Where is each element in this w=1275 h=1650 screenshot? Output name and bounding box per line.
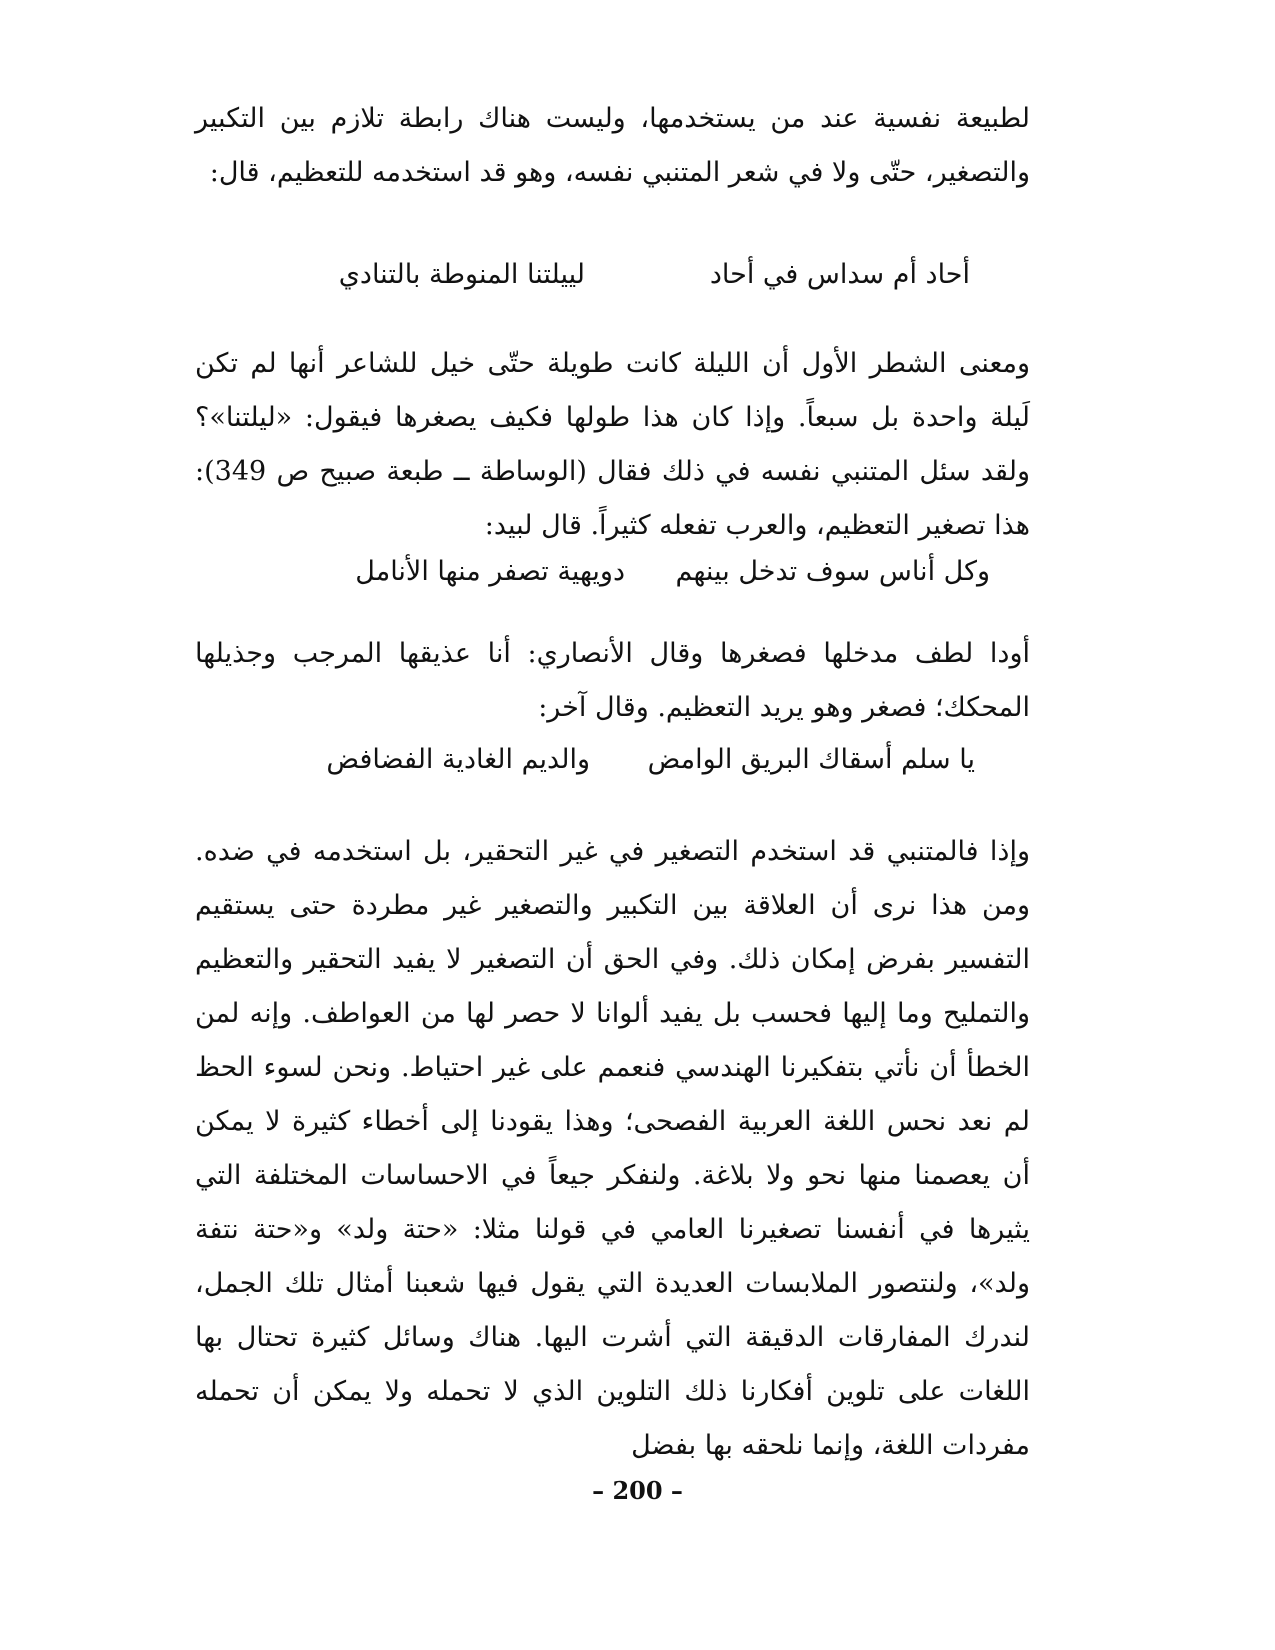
paragraph-3-text: أودا لطف مدخلها فصغرها وقال الأنصاري: أنا عذيقها المرجب وجذيلها المحكك؛ فصغر وهو يريد التعظيم. وقال آخر:	[195, 638, 1030, 723]
paragraph-1-text: لطبيعة نفسية عند من يستخدمها، وليست هناك رابطة تلازم بين التكبير والتصغير، حتّى ولا في شعر المتنبي نفسه، وهو قد استخدمه للتعظيم، قال:	[195, 103, 1030, 188]
verse-3-second-hemistich: والديم الغادية الفضافض	[326, 744, 590, 775]
verse-2-first-hemistich: وكل أناس سوف تدخل بينهم	[675, 556, 990, 587]
verse-3-first-hemistich: يا سلم أسقاك البريق الوامض	[647, 744, 975, 775]
paragraph-4	[195, 825, 1030, 1473]
paragraph-1	[195, 92, 1030, 200]
paragraph-2-text: ومعنى الشطر الأول أن الليلة كانت طويلة حتّى خيل للشاعر أنها لم تكن لَيلة واحدة بل سبعاً. وإذا كان هذا طولها فكيف يصغرها فيقول: «ليلتنا»؟ ولقد سئل المتنبي نفسه في ذلك فقال (الوساطة ــ طبعة صبيح ص 349): هذا تصغير التعظيم، والعرب تفعله كثيراً. قال لبيد:	[195, 348, 1030, 541]
paragraph-4-text: وإذا فالمتنبي قد استخدم التصغير في غير التحقير، بل استخدمه في ضده. ومن هذا نرى أن العلاقة بين التكبير والتصغير غير مطردة حتى يستقيم التفسير بفرض إمكان ذلك. وفي الحق أن التصغير لا يفيد التحقير والتعظيم والتمليح وما إليها فحسب بل يفيد ألوانا لا حصر لها من العواطف. وإنه لمن الخطأ أن نأتي بتفكيرنا الهندسي فنعمم على غير احتياط. ونحن لسوء الحظ لم نعد نحس اللغة العربية الفصحى؛ وهذا يقودنا إلى أخطاء كثيرة لا يمكن أن يعصمنا منها نحو ولا بلاغة. ولنفكر جيعاً في الاحساسات المختلفة التي يثيرها في أنفسنا تصغيرنا العامي في قولنا مثلا: «حتة ولد» و«حتة نتفة ولد»، ولنتصور الملابسات العديدة التي يقول فيها شعبنا أمثال تلك الجمل، لندرك المفارقات الدقيقة التي أشرت اليها. هناك وسائل كثيرة تحتال بها اللغات على تلوين أفكارنا ذلك التلوين الذي لا تحمله ولا يمكن أن تحمله مفردات اللغة، وإنما نلحقه بها بفضل	[195, 836, 1030, 1461]
verse-2	[0, 552, 1275, 592]
page-number: – 200 –	[592, 1476, 683, 1505]
verse-1-first-hemistich: أحاد أم سداس في أحاد	[709, 259, 970, 290]
verse-2-second-hemistich: دويهية تصفر منها الأنامل	[355, 556, 625, 587]
paragraph-3	[195, 627, 1030, 735]
verse-1	[0, 255, 1275, 295]
verse-1-second-hemistich: لييلتنا المنوطة بالتنادي	[338, 259, 585, 290]
verse-3	[0, 740, 1275, 780]
paragraph-2	[195, 337, 1030, 553]
